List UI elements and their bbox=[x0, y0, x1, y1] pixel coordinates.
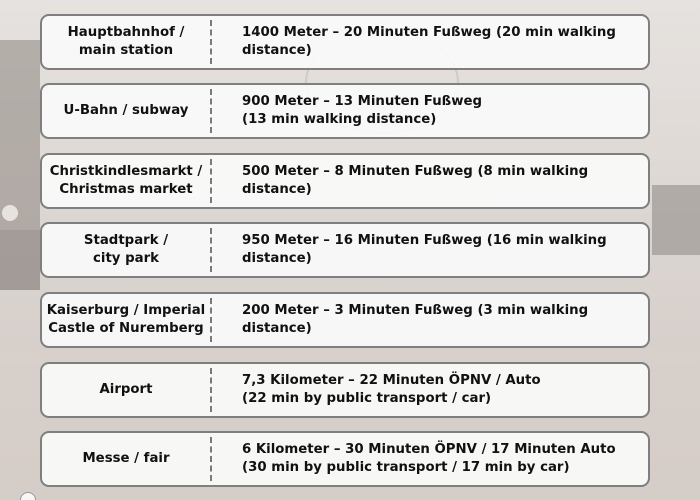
place-label: Airport bbox=[99, 382, 153, 397]
distance-text: 200 Meter – 3 Minuten Fußweg (3 min walking distance) bbox=[242, 303, 589, 336]
distance-text: 900 Meter – 13 Minuten Fußweg (13 min walking distance) bbox=[242, 94, 483, 127]
distance-row-imperial-castle bbox=[40, 292, 650, 348]
distance-row-subway bbox=[40, 83, 650, 139]
distance-text: 1400 Meter – 20 Minuten Fußweg (20 min walking distance) bbox=[242, 25, 616, 58]
distance-row-airport bbox=[40, 362, 650, 418]
place-label: Christkindlesmarkt / Christmas market bbox=[49, 164, 203, 197]
distance-row-city-park bbox=[40, 222, 650, 278]
place-label: Messe / fair bbox=[82, 451, 170, 466]
distance-text: 7,3 Kilometer – 22 Minuten ÖPNV / Auto (22 min by public transport / car) bbox=[242, 373, 541, 406]
distance-row-christmas-market bbox=[40, 153, 650, 209]
distance-row-main-station bbox=[40, 14, 650, 70]
place-label: U-Bahn / subway bbox=[63, 103, 189, 118]
distance-text: 500 Meter – 8 Minuten Fußweg (8 min walking distance) bbox=[242, 164, 589, 197]
distance-text: 6 Kilometer – 30 Minuten ÖPNV / 17 Minuten Auto (30 min by public transport / 17 min by car) bbox=[242, 442, 616, 475]
distance-text: 950 Meter – 16 Minuten Fußweg (16 min walking distance) bbox=[242, 233, 607, 266]
place-label: Hauptbahnhof / main station bbox=[67, 25, 185, 58]
place-label: Kaiserburg / Imperial Castle of Nuremberg bbox=[46, 303, 206, 336]
place-label: Stadtpark / city park bbox=[83, 233, 169, 266]
distance-row-fair bbox=[40, 431, 650, 487]
